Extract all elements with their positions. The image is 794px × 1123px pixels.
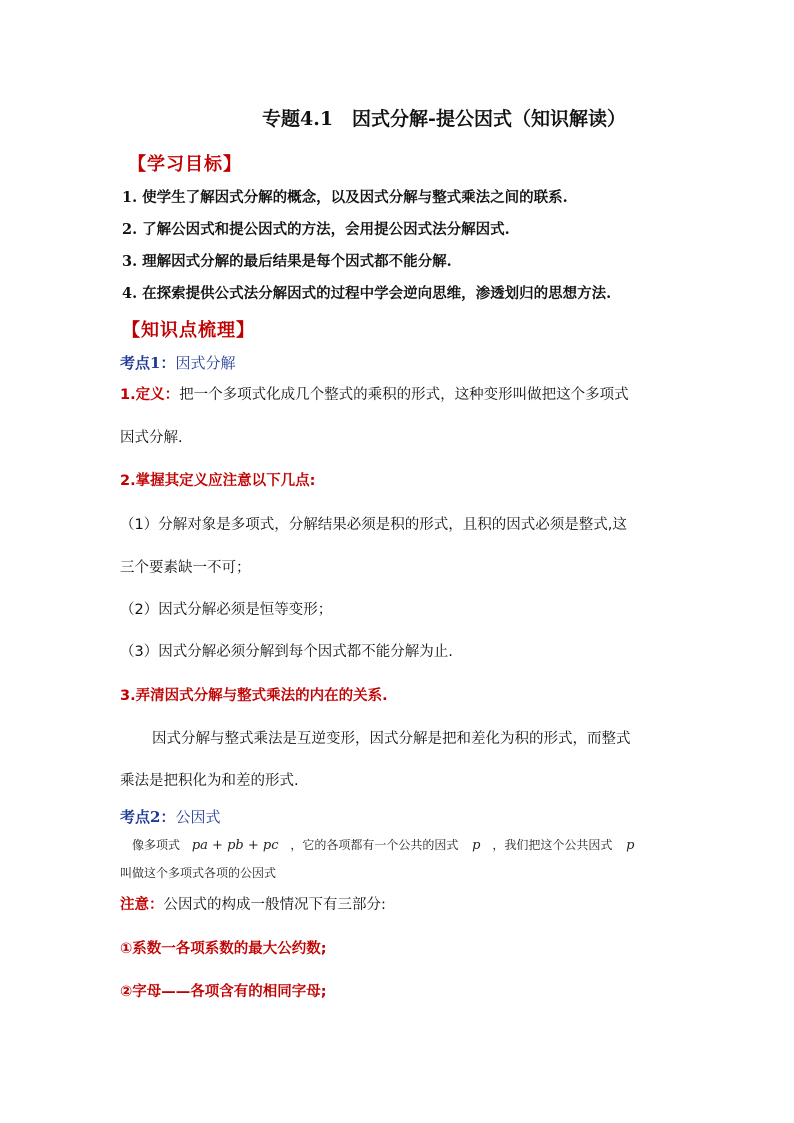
kp2-line1 <box>132 836 634 853</box>
kp2-label: 考点2： <box>120 808 176 826</box>
goal-item-2: 2. 了解公因式和提公因式的方法，会用提公因式法分解因式. <box>122 221 510 238</box>
kp1-notice-2: （2）因式分解必须是恒等变形； <box>120 602 333 618</box>
kp2-p-2: p <box>626 838 635 853</box>
kp2-note-text: 公因式的构成一般情况下有三部分: <box>163 897 386 913</box>
kp1-notice-3: （3）因式分解必须分解到每个因式都不能分解为止. <box>120 644 453 660</box>
kp1-definition <box>120 383 629 404</box>
kp2-note <box>120 893 386 914</box>
kp1-relation-line1: 因式分解与整式乘法是互逆变形，因式分解是把和差化为积的形式，而整式 <box>152 731 631 747</box>
learning-goals-heading: 【学习目标】 <box>128 154 242 175</box>
kp2-heading <box>120 806 220 827</box>
kp1-notice-1b: 三个要素缺一不可； <box>120 560 251 576</box>
kp1-relation-heading: 3.弄清因式分解与整式乘法的内在的关系. <box>120 688 388 704</box>
kp1-label: 考点1： <box>120 354 176 372</box>
kp1-name: 因式分解 <box>175 354 236 372</box>
kp2-part-1: ①系数一各项系数的最大公约数; <box>120 941 327 957</box>
kp2-line1-b: ，它的各项都有一个公共的因式 <box>290 838 459 852</box>
goal-item-3: 3. 理解因式分解的最后结果是每个因式都不能分解. <box>122 253 452 270</box>
kp1-def-line1: 把一个多项式化成几个整式的乘积的形式，这种变形叫做把这个多项式 <box>179 387 629 403</box>
kp2-line1-a: 像多项式 <box>132 838 181 852</box>
goal-item-4: 4. 在探索提供公式法分解因式的过程中学会逆向思维，渗透划归的思想方法. <box>122 285 612 302</box>
kp1-notice-1a: （1）分解对象是多项式，分解结果必须是积的形式，且积的因式必须是整式,这 <box>120 517 627 533</box>
kp1-heading <box>120 352 235 373</box>
kp2-line1-c: ，我们把这个公共因式 <box>492 838 613 852</box>
kp2-part-2: ②字母——各项含有的相同字母; <box>120 984 327 1000</box>
kp1-notice-heading: 2.掌握其定义应注意以下几点: <box>120 473 316 489</box>
knowledge-points-heading: 【知识点梳理】 <box>122 320 255 341</box>
kp2-name: 公因式 <box>175 808 221 826</box>
kp1-def-label: 1.定义： <box>120 387 180 403</box>
kp2-note-label: 注意： <box>120 897 164 913</box>
kp2-p-1: p <box>472 838 481 853</box>
kp2-expression: pa + pb + pc <box>191 838 279 853</box>
kp2-line2: 叫做这个多项式各项的公因式 <box>120 866 277 880</box>
goal-item-1: 1. 使学生了解因式分解的概念，以及因式分解与整式乘法之间的联系. <box>122 189 568 206</box>
kp1-relation-line2: 乘法是把积化为和差的形式. <box>120 773 299 789</box>
page-title: 专题4.1 因式分解-提公因式（知识解读） <box>262 108 626 130</box>
kp1-def-line2: 因式分解. <box>120 430 183 446</box>
